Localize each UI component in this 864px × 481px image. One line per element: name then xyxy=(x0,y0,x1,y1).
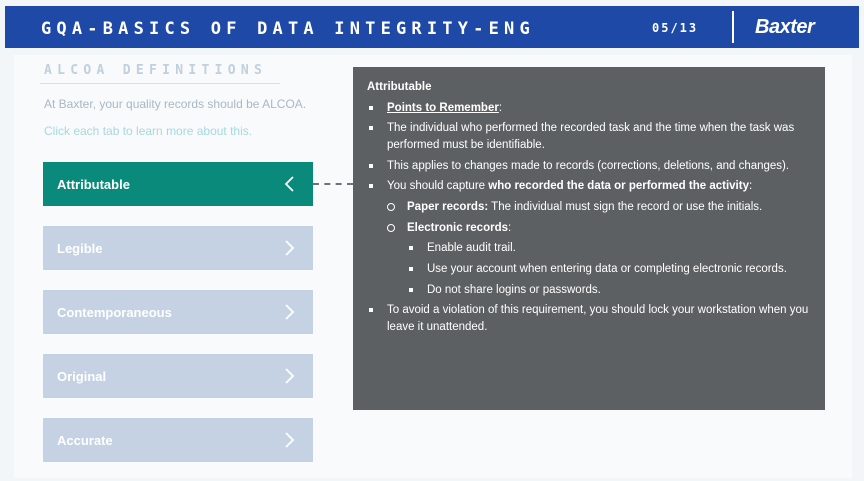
tab-connector-line xyxy=(313,183,353,185)
electronic-suffix: : xyxy=(507,221,512,234)
chevron-left-icon xyxy=(281,175,299,193)
section-title: ALCOA DEFINITIONS xyxy=(44,63,268,78)
tab-original[interactable] xyxy=(43,354,313,398)
page-counter: 05/13 xyxy=(652,21,699,35)
list-item: Use your account when entering data or completing electronic records. xyxy=(367,261,809,278)
tab-legible[interactable] xyxy=(43,226,313,270)
chevron-right-icon xyxy=(281,367,299,385)
tab-attributable[interactable] xyxy=(43,162,313,206)
baxter-logo: Baxter xyxy=(755,16,815,38)
tab-label: Accurate xyxy=(57,432,113,448)
instruction-text: Click each tab to learn more about this. xyxy=(44,124,253,138)
list-item: To avoid a violation of this requirement, you should lock your workstation when you leave it unattended. xyxy=(367,302,809,335)
list-item: Do not share logins or passwords. xyxy=(367,282,809,299)
list-item: Enable audit trail. xyxy=(367,240,809,257)
points-suffix: : xyxy=(498,101,503,114)
course-title: GQA-BASICS OF DATA INTEGRITY-ENG xyxy=(41,19,535,39)
chevron-right-icon xyxy=(281,303,299,321)
tab-label: Contemporaneous xyxy=(57,304,172,320)
electronic-label: Electronic records xyxy=(407,221,508,234)
list-item xyxy=(367,178,809,195)
paper-text: The individual must sign the record or use the initials. xyxy=(488,201,763,214)
definition-heading: Attributable xyxy=(367,81,432,93)
tab-label: Legible xyxy=(57,240,103,256)
list-item xyxy=(367,199,809,216)
paper-label: Paper records: xyxy=(407,201,489,214)
list-item xyxy=(367,220,809,237)
chevron-right-icon xyxy=(281,239,299,257)
p3-prefix: You should capture xyxy=(387,180,489,193)
list-item xyxy=(367,100,809,117)
tab-label: Attributable xyxy=(57,176,130,192)
list-item: This applies to changes made to records (corrections, deletions, and changes). xyxy=(367,158,809,175)
section-underline xyxy=(40,83,280,84)
list-item: The individual who performed the recorded task and the time when the task was performed must be identifiable. xyxy=(367,120,809,153)
definition-panel xyxy=(353,67,825,410)
p3-suffix: : xyxy=(748,180,753,193)
header-divider xyxy=(732,11,734,43)
definition-list xyxy=(367,100,809,336)
points-label: Points to Remember xyxy=(387,101,499,114)
chevron-right-icon xyxy=(281,431,299,449)
intro-text: At Baxter, your quality records should be ALCOA. xyxy=(44,97,307,111)
p3-bold: who recorded the data or performed the activity xyxy=(488,180,749,193)
tab-contemporaneous[interactable] xyxy=(43,290,313,334)
tab-label: Original xyxy=(57,368,107,384)
header-bar xyxy=(5,6,859,48)
tab-accurate[interactable] xyxy=(43,418,313,462)
